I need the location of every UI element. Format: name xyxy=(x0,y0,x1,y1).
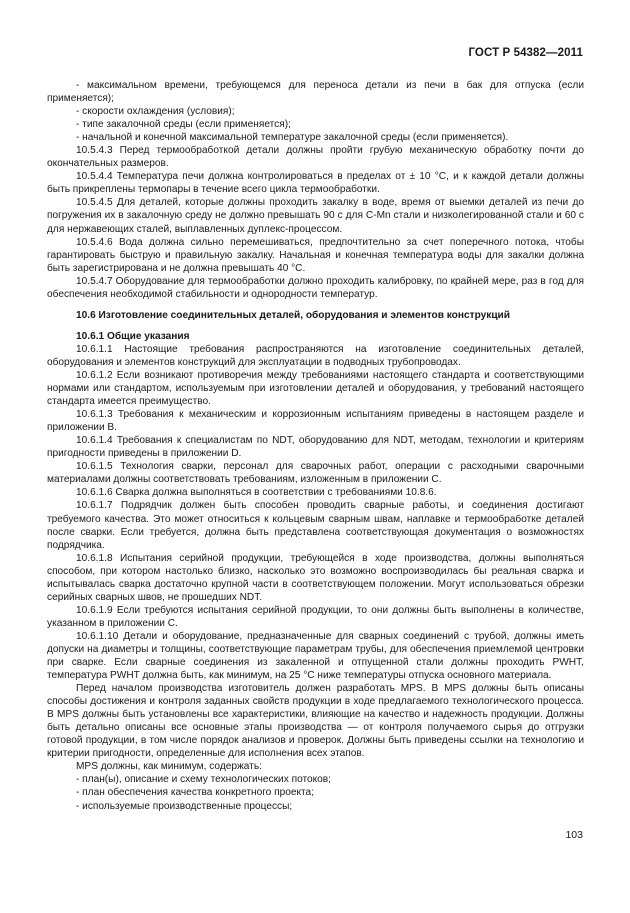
paragraph: 10.6.1.9 Если требуются испытания серийной продукции, то они должны быть выполнены в количестве, указанном в приложении С. xyxy=(47,604,584,629)
paragraph: 10.6.1.8 Испытания серийной продукции, требующейся в ходе производства, должны выполняться способом, при котором настолько близко, насколько это возможно воспроизводилась бы реальная сварка и испытывалась сварка достаточно крупной части в соответствующем положении. Могут использоваться обрезки серийных сварных швов, не прошедших NDT. xyxy=(47,552,584,603)
paragraph: - скорости охлаждения (условия); xyxy=(76,106,235,118)
subsection-heading: 10.6.1 Общие указания xyxy=(76,330,190,342)
paragraph: - план обеспечения качества конкретного проекта; xyxy=(76,787,315,799)
paragraph: - начальной и конечной максимальной температуре закалочной среды (если применяется). xyxy=(76,132,509,144)
paragraph: MPS должны, как минимум, содержать: xyxy=(76,761,262,773)
paragraph: 10.5.4.5 Для деталей, которые должны проходить закалку в воде, время от выемки деталей из печи до погружения их в закалочную среду не должно превышать 90 с для С-Mn стали и низколегированной стали и 60 с для нержавеющих сталей, выплавленных дуплекс-процессом. xyxy=(47,197,584,235)
paragraph: - используемые производственные процессы; xyxy=(76,800,293,812)
document-body xyxy=(47,79,584,813)
page-number: 103 xyxy=(565,829,583,841)
paragraph: 10.5.4.6 Вода должна сильно перемешиваться, предпочтительно за счет поперечного потока, чтобы гарантировать быструю и правильную закалку. Начальная и конечная температура воды для закалки должна быть зарегистрирована и не должна превышать 40 °С. xyxy=(47,236,584,274)
paragraph: - максимальном времени, требующемся для переноса детали из печи в бак для отпуска (если применяется); xyxy=(47,80,584,105)
paragraph: 10.6.1.6 Сварка должна выполняться в соответствии с требованиями 10.8.6. xyxy=(76,487,437,499)
paragraph: 10.6.1.2 Если возникают противоречия между требованиями настоящего стандарта и соответствующими нормами или стандартом, используемым при изготовлении деталей и оборудования, у требований настоящего стандарта имеется преимущество. xyxy=(47,369,584,408)
paragraph: 10.6.1.3 Требования к механическим и коррозионным испытаниям приведены в настоящем разделе и приложении В. xyxy=(47,409,584,434)
paragraph: 10.5.4.4 Температура печи должна контролироваться в пределах от ± 10 °С, и к каждой детали должны быть прикреплены термопары в течение всего цикла термообработки. xyxy=(47,171,584,196)
paragraph: - типе закалочной среды (если применяется); xyxy=(76,119,291,131)
paragraph: 10.6.1.1 Настоящие требования распространяются на изготовление соединительных деталей, оборудования и элементов конструкций для эксплуатации в подводных трубопроводах. xyxy=(47,343,584,368)
paragraph: 10.6.1.10 Детали и оборудование, предназначенные для сварных соединений с трубой, должны иметь допуски на диаметры и толщины, соответствующие параметрам трубы, для обеспечения приемлемой центровки при сварке. Если сварные соединения из закаленной и отпущенной стали должны проходить PWHT, температура PWHT должна быть, как минимум, на 25 °С ниже температуры отпуска основного материала. xyxy=(47,630,584,682)
document-header: ГОСТ Р 54382—2011 xyxy=(468,47,583,59)
paragraph: 10.6.1.5 Технология сварки, персонал для сварочных работ, операции с расходными сварочными материалами должны соответствовать требованиям, изложенным в приложении С. xyxy=(47,461,584,486)
paragraph: - план(ы), описание и схему технологических потоков; xyxy=(76,774,331,786)
section-heading: 10.6 Изготовление соединительных деталей, оборудования и элементов конструкций xyxy=(76,309,510,321)
paragraph: 10.5.4.3 Перед термообработкой детали должны пройти грубую механическую обработку почти до окончательных размеров. xyxy=(47,145,584,170)
paragraph: 10.5.4.7 Оборудование для термообработки должно проходить калибровку, по крайней мере, раз в год для обеспечения необходимой стабильности и однородности температур. xyxy=(47,275,584,300)
paragraph: Перед началом производства изготовитель должен разработать MPS. В MPS должны быть описаны способы достижения и контроля заданных свойств продукции в ходе предлагаемого технологического процесса. В MPS должны быть установлены все характеристики, влияющие на качество и надежность продукции. Должны быть детально описаны все основные этапы производства — от контроля получаемого сырья до отгрузки готовой продукции, в том числе порядок анализов и проверок. Должны быть приведены ссылки на технологию и критерии пригодности, определенные для исполнения всех этапов. xyxy=(47,683,584,760)
paragraph: 10.6.1.4 Требования к специалистам по NDT, оборудованию для NDT, методам, технологии и критериям пригодности приведены в приложении D. xyxy=(47,435,584,460)
paragraph: 10.6.1.7 Подрядчик должен быть способен проводить сварные работы, и соединения достигают требуемого качества. Это может относиться к кольцевым сварным швам, наплавке и термообработке деталей после сварки. Если требуется, должна быть представлена соответствующая документация о возможностях подрядчика. xyxy=(47,500,584,551)
